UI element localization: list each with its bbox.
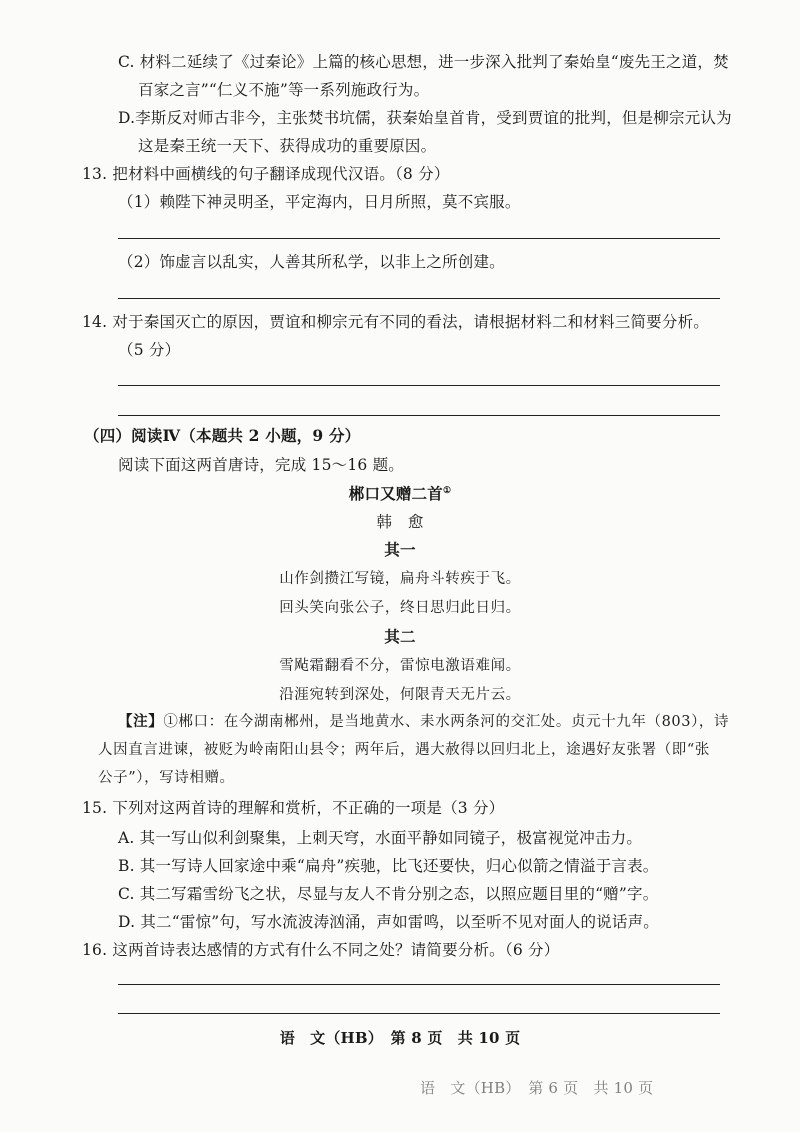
option-d-line2: 这是秦王统一天下、获得成功的重要原因。 (138, 137, 437, 155)
q13-answer-line-1[interactable] (118, 238, 720, 239)
note-line-3: 公子”），写诗相赠。 (98, 770, 235, 786)
q16-answer-line-1[interactable] (118, 984, 720, 985)
q14-answer-line-2[interactable] (118, 415, 720, 416)
q13-stem: 13. 把材料中画横线的句子翻译成现代汉语。（8 分） (82, 165, 450, 183)
poem-part-1-title: 其一 (384, 540, 416, 559)
note-marker: ① (442, 485, 452, 496)
option-c-line1: C. 材料二延续了《过秦论》上篇的核心思想，进一步深入批判了秦始皇“废先王之道，焚 (118, 53, 729, 71)
section-heading: （四）阅读Ⅳ（本题共 2 小题，9 分） (84, 426, 361, 445)
q15-option-b[interactable]: B. 其一写诗人回家途中乘“扁舟”疾驰，比飞还要快，归心似箭之情溢于言表。 (118, 857, 659, 875)
section-intro: 阅读下面这两首唐诗，完成 15～16 题。 (118, 456, 405, 474)
q14-score: （5 分） (118, 341, 181, 359)
q15-option-c[interactable]: C. 其二写霜雪纷飞之状，尽显与友人不肯分别之态，以照应题目里的“赠”字。 (118, 885, 659, 903)
q15-option-d[interactable]: D. 其二“雷惊”句，写水流波涛汹涌，声如雷鸣，以至听不见对面人的说话声。 (118, 913, 659, 931)
option-c-line2: 百家之言”“仁义不施”等一系列施政行为。 (138, 81, 430, 99)
q14-stem: 14. 对于秦国灭亡的原因，贾谊和柳宗元有不同的看法，请根据材料二和材料三简要分析。 (82, 313, 709, 331)
q13-sentence-2: （2）饰虚言以乱实，人善其所私学，以非上之所创建。 (118, 253, 505, 271)
bleed-through-footer: 语 文（HB） 第 6 页 共 10 页 (420, 1079, 654, 1097)
option-d-line1: D.李斯反对师古非今，主张焚书坑儒，获秦始皇首肯，受到贾谊的批判，但是柳宗元认为 (118, 109, 732, 127)
q15-option-a[interactable]: A. 其一写山似利剑聚集，上刺天穹，水面平静如同镜子，极富视觉冲击力。 (118, 829, 643, 847)
poem-part-2-title: 其二 (384, 627, 416, 646)
note-line-1: 【注】①郴口：在今湖南郴州，是当地黄水、耒水两条河的交汇处。贞元十九年（803），诗 (118, 713, 730, 730)
note-label: 【注】 (118, 713, 164, 730)
poem-1-line-2: 回头笑向张公子，终日思归此日归。 (279, 600, 521, 616)
page-footer: 语 文（HB） 第 8 页 共 10 页 (279, 1029, 521, 1047)
poem-2-line-2: 沿涯宛转到深处，何限青天无片云。 (279, 687, 521, 703)
q15-stem: 15. 下列对这两首诗的理解和赏析，不正确的一项是（3 分） (82, 799, 505, 817)
q13-answer-line-2[interactable] (118, 298, 720, 299)
q14-answer-line-1[interactable] (118, 385, 720, 386)
poem-author: 韩 愈 (376, 513, 424, 531)
poem-2-line-1: 雪飐霜翻看不分，雷惊电激语难闻。 (279, 658, 521, 674)
poem-title: 郴口又赠二首① (348, 484, 452, 503)
q16-stem: 16. 这两首诗表达感情的方式有什么不同之处？请简要分析。（6 分） (82, 941, 560, 959)
q16-answer-line-2[interactable] (118, 1013, 720, 1014)
note-line-2: 人因直言进谏，被贬为岭南阳山县令；两年后，遇大赦得以回归北上，途遇好友张署（即“张 (98, 742, 711, 758)
poem-1-line-1: 山作剑攒江写镜，扁舟斗转疾于飞。 (279, 571, 521, 587)
q13-sentence-1: （1）赖陛下神灵明圣，平定海内，日月所照，莫不宾服。 (118, 193, 521, 211)
